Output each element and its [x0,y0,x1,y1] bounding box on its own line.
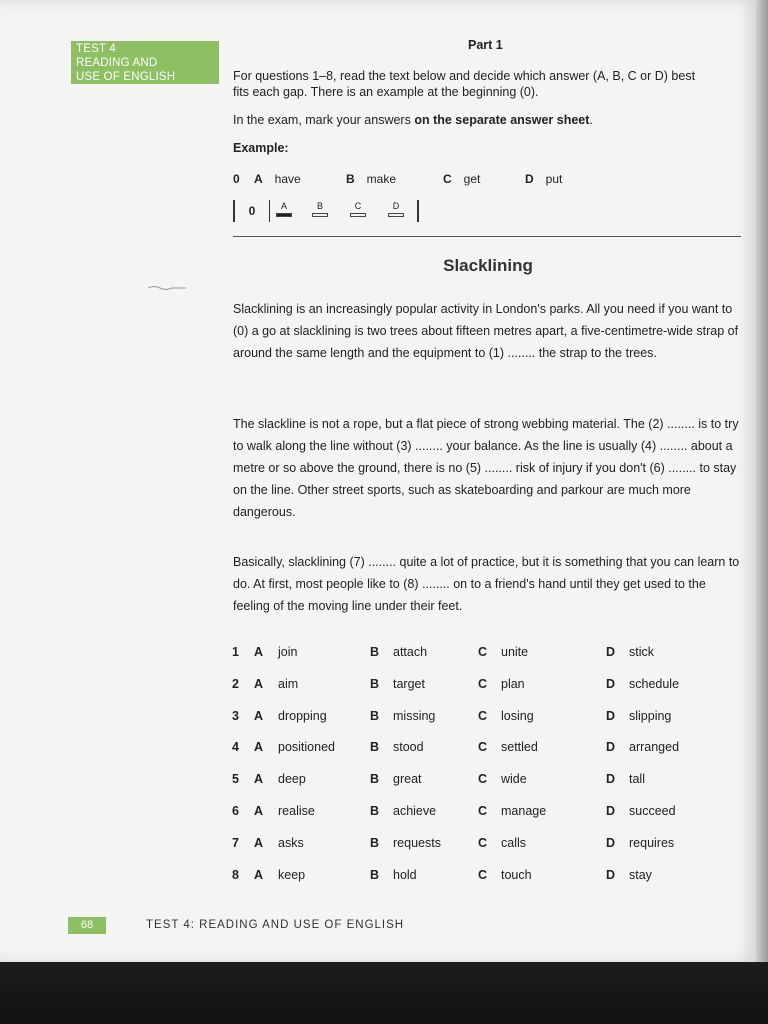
example-option-c: C get [443,172,481,186]
divider [233,236,741,237]
example-option-d: D put [525,172,563,186]
option-letter-b: B [370,804,380,818]
option-word-b: stood [393,740,424,755]
answer-sheet-option-b: B [311,202,329,217]
option-word-b: attach [393,645,428,659]
option-word-a: realise [278,804,315,818]
option-letter-c: C [478,772,488,787]
option-word-d: schedule [629,676,680,691]
option-letter-b: B [370,772,380,787]
example-option-b: B make [346,172,397,186]
footer-title: TEST 4: READING AND USE OF ENGLISH [146,919,405,931]
instructions-line-2: fits each gap. There is an example at the beginning (0). [233,85,539,99]
option-letter-d: D [606,645,616,659]
example-number: 0 [233,172,240,186]
option-letter-a: A [254,740,264,755]
option-word-b: hold [393,867,417,882]
option-word-c: plan [501,676,525,691]
option-word-c: wide [501,772,527,787]
option-letter-a: A [254,708,264,723]
option-letter-c: C [478,835,488,850]
example-answer-sheet [233,200,419,222]
option-word-d: slipping [629,708,672,723]
example-label: Example: [233,141,289,155]
option-letter-b: B [370,645,380,659]
question-number: 5 [232,772,239,787]
option-letter-d: D [606,804,616,818]
option-letter-a: A [254,645,264,659]
option-word-c: manage [501,804,547,818]
option-word-a: deep [278,772,306,787]
option-word-c: touch [501,867,532,882]
scanner-background [0,962,768,1024]
smudge-mark [148,285,186,291]
instructions-answer-sheet [233,112,743,128]
example-option-a: A have [254,172,301,186]
option-letter-b: B [370,835,380,850]
answer-sheet-option-d: D [387,202,405,217]
text-paragraph-2: The slackline is not a rope, but a flat piece of strong webbing material. The (2) ........ is to try to walk along the line without (3) ........ your balance. As the line is usually (4) ........ about a metre or so above the ground, there is no (5) ........ risk of injury if you don't (6) ........ to stay on the line. Other street sports, such as skateboarding and parkour are much more dangerous. [233,417,739,519]
option-letter-c: C [478,708,488,723]
option-letter-c: C [478,645,488,659]
option-word-b: great [393,772,422,787]
option-word-d: stay [629,867,652,882]
option-letter-d: D [606,708,616,723]
test-badge-line: USE OF ENGLISH [76,71,176,83]
option-letter-b: B [370,708,380,723]
question-number: 6 [232,804,239,818]
test-badge-line: TEST 4 [76,43,116,55]
option-word-a: join [278,645,298,659]
option-letter-b: B [370,867,380,882]
option-word-b: requests [393,835,441,850]
page-number: 68 [68,917,106,934]
question-number: 4 [232,740,239,755]
option-word-c: calls [501,835,527,850]
option-letter-d: D [606,835,616,850]
option-letter-b: B [370,740,380,755]
text-paragraph-1: Slacklining is an increasingly popular activity in London's parks. All you need if you want to (0) a go at slacklining is two trees about fifteen metres apart, a five-centimetre-wide strap of around the same length and the equipment to (1) ........ the strap to the trees. [233,302,739,360]
question-number: 2 [232,676,239,691]
option-letter-a: A [254,867,264,882]
option-letter-a: A [254,835,264,850]
question-number: 1 [232,645,239,659]
instructions-emphasis: on the separate answer sheet [414,113,590,127]
option-letter-d: D [606,740,616,755]
option-word-d: succeed [629,804,676,818]
answer-mark-filled [276,213,292,217]
answer-sheet-option-c: C [349,202,367,217]
option-letter-d: D [606,772,616,787]
option-word-d: requires [629,835,675,850]
option-letter-b: B [370,676,380,691]
instructions [233,68,743,100]
question-number: 3 [232,708,239,723]
option-word-a: positioned [278,740,335,755]
test-badge [71,41,219,84]
page-edge-shadow [756,0,768,1024]
question-number: 7 [232,835,239,850]
option-word-b: achieve [393,804,437,818]
answer-sheet-option-a: A [275,202,293,217]
option-letter-c: C [478,676,488,691]
option-letter-c: C [478,867,488,882]
option-letter-d: D [606,867,616,882]
option-word-c: losing [501,708,534,723]
option-word-a: asks [278,835,304,850]
text-paragraph-3: Basically, slacklining (7) ........ quite a lot of practice, but it is something that you can learn to do. At first, most people like to (8) ........ on to a friend's hand until they get used to the feeling of the moving line under their feet. [233,555,740,613]
answer-mark-empty [312,213,328,217]
answer-sheet-number: 0 [235,200,270,222]
option-letter-d: D [606,676,616,691]
option-letter-a: A [254,804,264,818]
option-word-a: dropping [278,708,327,723]
option-word-d: arranged [629,740,680,755]
option-word-b: missing [393,708,436,723]
instructions-text: In the exam, mark your answers [233,113,415,127]
instructions-line-1: For questions 1–8, read the text below and decide which answer (A, B, C or D) best [233,69,696,83]
instructions-text-end: . [589,113,593,127]
part-title: Part 1 [468,38,503,52]
option-letter-a: A [254,772,264,787]
option-word-d: stick [629,645,654,659]
answer-mark-empty [350,213,366,217]
option-letter-c: C [478,804,488,818]
question-number: 8 [232,867,239,882]
option-letter-c: C [478,740,488,755]
option-letter-a: A [254,676,264,691]
text-title: Slacklining [443,256,533,275]
option-word-b: target [393,676,425,691]
option-word-a: keep [278,867,306,882]
option-word-c: unite [501,645,529,659]
answer-mark-empty [388,213,404,217]
option-word-a: aim [278,676,299,691]
test-badge-line: READING AND [76,57,158,69]
option-word-c: settled [501,740,538,755]
option-word-d: tall [629,772,645,787]
